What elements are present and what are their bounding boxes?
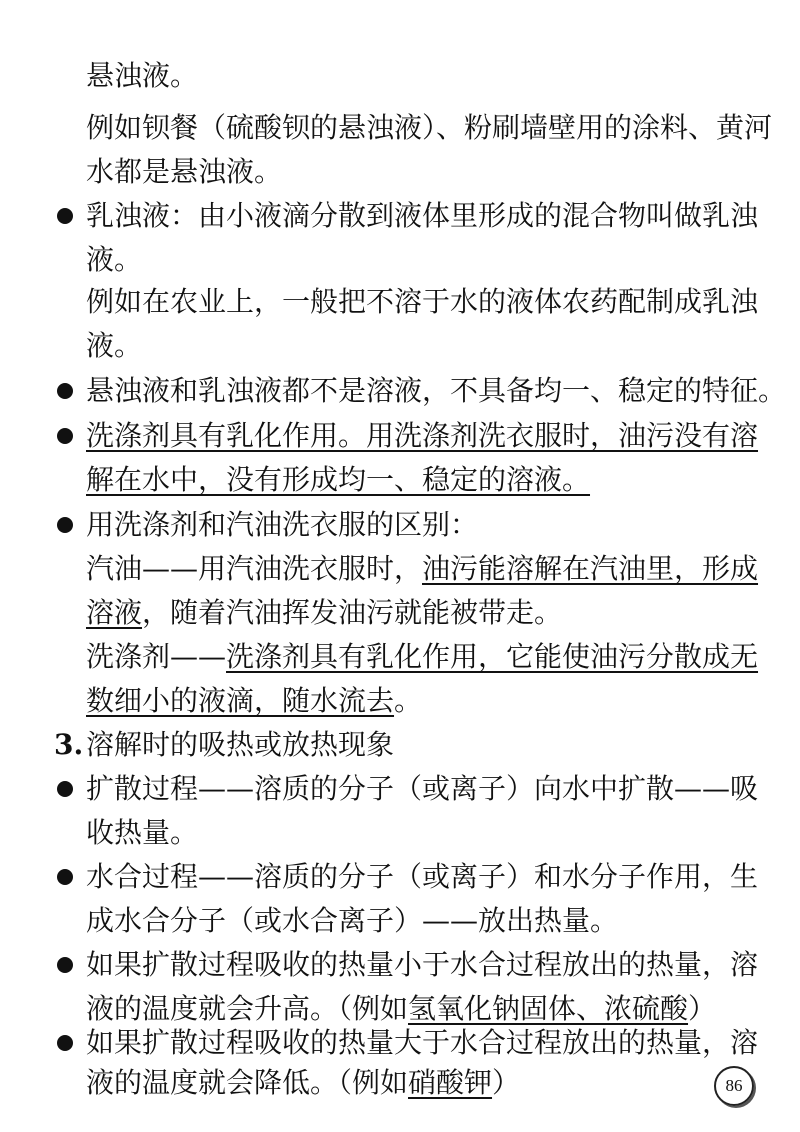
- bullet-icon: [57, 1035, 73, 1051]
- bullet-icon: [57, 781, 73, 797]
- text-line: 水都是悬浊液。: [86, 155, 283, 188]
- text-line-underlined: 洗涤剂具有乳化作用。用洗涤剂洗衣服时，油污没有溶: [86, 419, 759, 452]
- text-line: [86, 635, 758, 679]
- text-line: 液。: [86, 243, 143, 276]
- underlined-segment: 溶液: [86, 596, 143, 629]
- text-line: 如果扩散过程吸收的热量大于水合过程放出的热量，溶: [86, 1026, 759, 1059]
- text-segment: 液的温度就会升高。（例如: [86, 992, 409, 1025]
- page-number: 86: [714, 1066, 754, 1106]
- text-segment: ）: [688, 992, 717, 1025]
- text-line: [86, 591, 562, 635]
- text-line: 乳浊液：由小液滴分散到液体里形成的混合物叫做乳浊: [86, 199, 759, 232]
- text-line: 用洗涤剂和汽油洗衣服的区别：: [86, 508, 479, 541]
- text-line: 悬浊液和乳浊液都不是溶液，不具备均一、稳定的特征。: [86, 374, 787, 407]
- section-heading: 溶解时的吸热或放热现象: [86, 728, 395, 761]
- text-line: 水合过程——溶质的分子（或离子）和水分子作用，生: [86, 860, 759, 893]
- underlined-segment: 洗涤剂具有乳化作用，它能使油污分散成无: [226, 640, 759, 673]
- text-line: 例如钡餐（硫酸钡的悬浊液）、粉刷墙壁用的涂料、黄河: [86, 111, 773, 144]
- text-segment: 汽油——用汽油洗衣服时，: [86, 552, 423, 585]
- text-segment: ）: [492, 1066, 521, 1099]
- underlined-segment: 氢氧化钠固体、浓硫酸: [408, 992, 689, 1025]
- underlined-segment: 数细小的液滴，随水流去: [86, 684, 395, 717]
- text-line: 液。: [86, 329, 143, 362]
- section-number: 3.: [54, 728, 84, 761]
- underlined-segment: 硝酸钾: [408, 1066, 493, 1099]
- text-line: 如果扩散过程吸收的热量小于水合过程放出的热量，溶: [86, 948, 759, 981]
- bullet-icon: [57, 383, 73, 399]
- underlined-segment: 油污能溶解在汽油里，形成: [422, 552, 759, 585]
- text-line: 扩散过程——溶质的分子（或离子）向水中扩散——吸: [86, 772, 759, 805]
- text-line: [86, 679, 422, 723]
- text-line: 悬浊液。: [86, 59, 199, 92]
- text-segment: ，随着汽油挥发油污就能被带走。: [142, 596, 563, 629]
- text-segment: 。: [394, 684, 423, 717]
- text-line: [86, 1061, 520, 1105]
- text-line: 例如在农业上，一般把不溶于水的液体农药配制成乳浊: [86, 285, 759, 318]
- bullet-icon: [57, 869, 73, 885]
- text-line-underlined: 解在水中，没有形成均一、稳定的溶液。: [86, 463, 591, 496]
- text-line: [86, 547, 758, 591]
- text-line: 收热量。: [86, 816, 199, 849]
- bullet-icon: [57, 428, 73, 444]
- bullet-icon: [57, 208, 73, 224]
- bullet-icon: [57, 957, 73, 973]
- text-segment: 洗涤剂——: [86, 640, 227, 673]
- text-line: 成水合分子（或水合离子）——放出热量。: [86, 904, 619, 937]
- text-segment: 液的温度就会降低。（例如: [86, 1066, 409, 1099]
- bullet-icon: [57, 517, 73, 533]
